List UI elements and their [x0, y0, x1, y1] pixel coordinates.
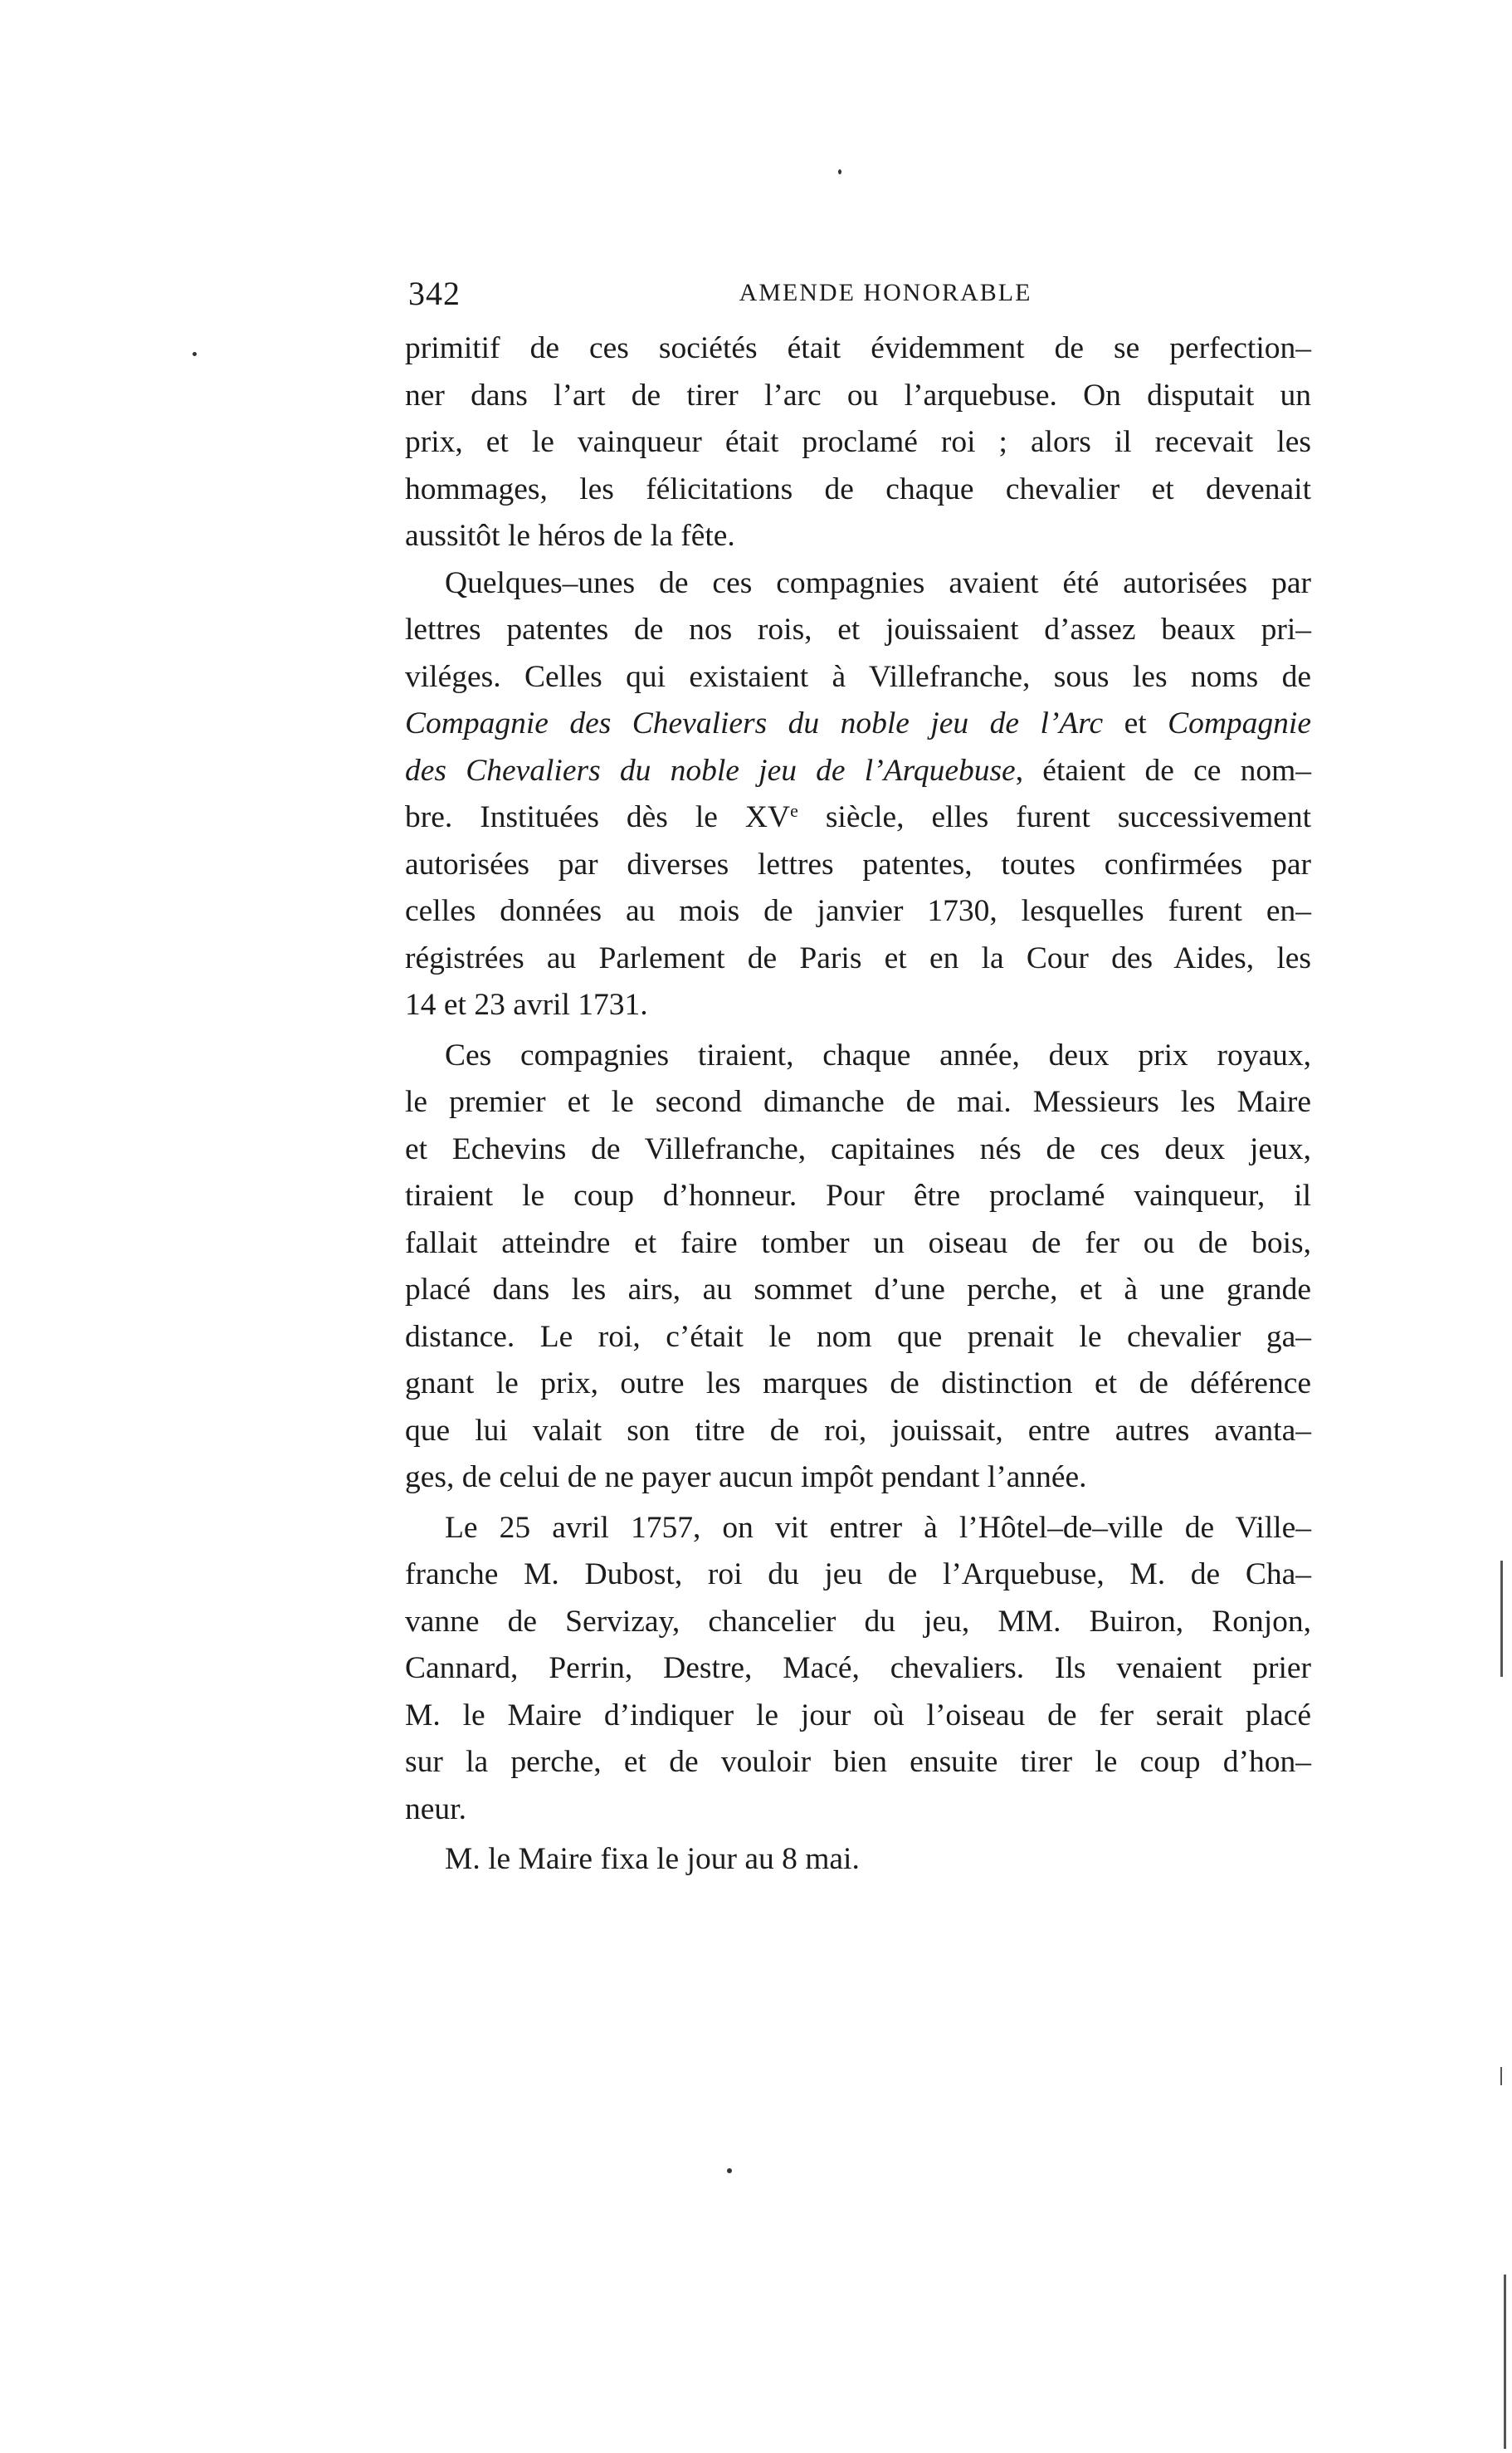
paragraph: [405, 560, 1311, 1029]
text-line: fallait atteindre et faire tomber un oiseau de fer ou de bois,: [405, 1225, 1311, 1260]
text-line: 14 et 23 avril 1731.: [405, 988, 648, 1022]
text-line: aussitôt le héros de la fête.: [405, 519, 735, 553]
paragraph: [405, 1836, 1311, 1884]
running-title: AMENDE HONORABLE: [739, 279, 1032, 306]
text-fragment: et: [1103, 706, 1168, 740]
text-line: gnant le prix, outre les marques de distinction et de déférence: [405, 1366, 1311, 1400]
text-line: viléges. Celles qui existaient à Villefranche, sous les noms de: [405, 659, 1311, 694]
text-line: lettres patentes de nos rois, et jouissaient d’assez beaux pri–: [405, 613, 1311, 647]
text-line: et Echevins de Villefranche, capitaines nés de ces deux jeux,: [405, 1131, 1311, 1166]
scan-edge-line: [1500, 1561, 1503, 1677]
text-line: primitif de ces sociétés était évidemment de se perfection–: [405, 331, 1311, 365]
scan-edge-line: [1504, 2275, 1506, 2449]
text-line: vanne de Servizay, chancelier du jeu, MM. Buiron, Ronjon,: [405, 1604, 1311, 1639]
text-line: M. le Maire d’indiquer le jour où l’oiseau de fer serait placé: [405, 1698, 1311, 1732]
text-line: [405, 701, 1311, 748]
text-line: Quelques–unes de ces compagnies avaient été autorisées par: [445, 565, 1311, 600]
text-line: le premier et le second dimanche de mai. Messieurs les Maire: [405, 1085, 1311, 1119]
text-line: Le 25 avril 1757, on vit entrer à l’Hôtel–de–ville de Ville–: [445, 1510, 1311, 1545]
text-fragment: siècle, elles furent successivement: [797, 800, 1311, 834]
text-line: hommages, les félicitations de chaque chevalier et devenait: [405, 472, 1311, 506]
scan-speck: [838, 169, 841, 174]
text-line: sur la perche, et de vouloir bien ensuite tirer le coup d’hon–: [405, 1745, 1311, 1779]
scan-speck: [193, 352, 197, 356]
paragraph: [405, 1505, 1311, 1834]
page-number: 342: [408, 275, 461, 312]
paragraph: [405, 1033, 1311, 1502]
text-line: M. le Maire fixa le jour au 8 mai.: [445, 1842, 860, 1876]
text-line: ner dans l’art de tirer l’arc ou l’arquebuse. On disputait un: [405, 378, 1311, 413]
text-line: neur.: [405, 1791, 466, 1826]
text-line: que lui valait son titre de roi, jouissait, entre autres avanta–: [405, 1413, 1311, 1448]
superscript: e: [790, 800, 798, 821]
paragraph: [405, 325, 1311, 560]
scan-edge-line: [1500, 2067, 1502, 2085]
text-line: [405, 748, 1311, 795]
italic-title: Compagnie des Chevaliers du noble jeu de l’Arc: [405, 706, 1104, 740]
text-line: prix, et le vainqueur était proclamé roi ; alors il recevait les: [405, 425, 1311, 459]
text-line: placé dans les airs, au sommet d’une perche, et à une grande: [405, 1273, 1311, 1307]
running-head: [408, 274, 1313, 315]
italic-title: Compagnie: [1168, 706, 1311, 740]
text-line: autorisées par diverses lettres patentes, toutes confirmées par: [405, 847, 1311, 882]
text-line: Cannard, Perrin, Destre, Macé, chevaliers. Ils venaient prier: [405, 1651, 1311, 1685]
text-line: distance. Le roi, c’était le nom que prenait le chevalier ga–: [405, 1319, 1311, 1354]
italic-title: des Chevaliers du noble jeu de l’Arquebuse: [405, 753, 1016, 788]
text-fragment: bre. Instituées dès le XV: [405, 800, 791, 834]
body-text: [405, 325, 1311, 1884]
text-fragment: , étaient de ce nom–: [1015, 753, 1311, 788]
text-line: celles données au mois de janvier 1730, lesquelles furent en–: [405, 894, 1311, 928]
text-line: [405, 794, 1311, 842]
text-line: ges, de celui de ne payer aucun impôt pendant l’année.: [405, 1460, 1087, 1494]
text-line: tiraient le coup d’honneur. Pour être proclamé vainqueur, il: [405, 1179, 1311, 1213]
text-line: franche M. Dubost, roi du jeu de l’Arquebuse, M. de Cha–: [405, 1557, 1311, 1591]
text-line: régistrées au Parlement de Paris et en la Cour des Aides, les: [405, 941, 1311, 975]
text-line: Ces compagnies tiraient, chaque année, deux prix royaux,: [445, 1038, 1311, 1073]
scan-speck: [727, 2168, 732, 2173]
